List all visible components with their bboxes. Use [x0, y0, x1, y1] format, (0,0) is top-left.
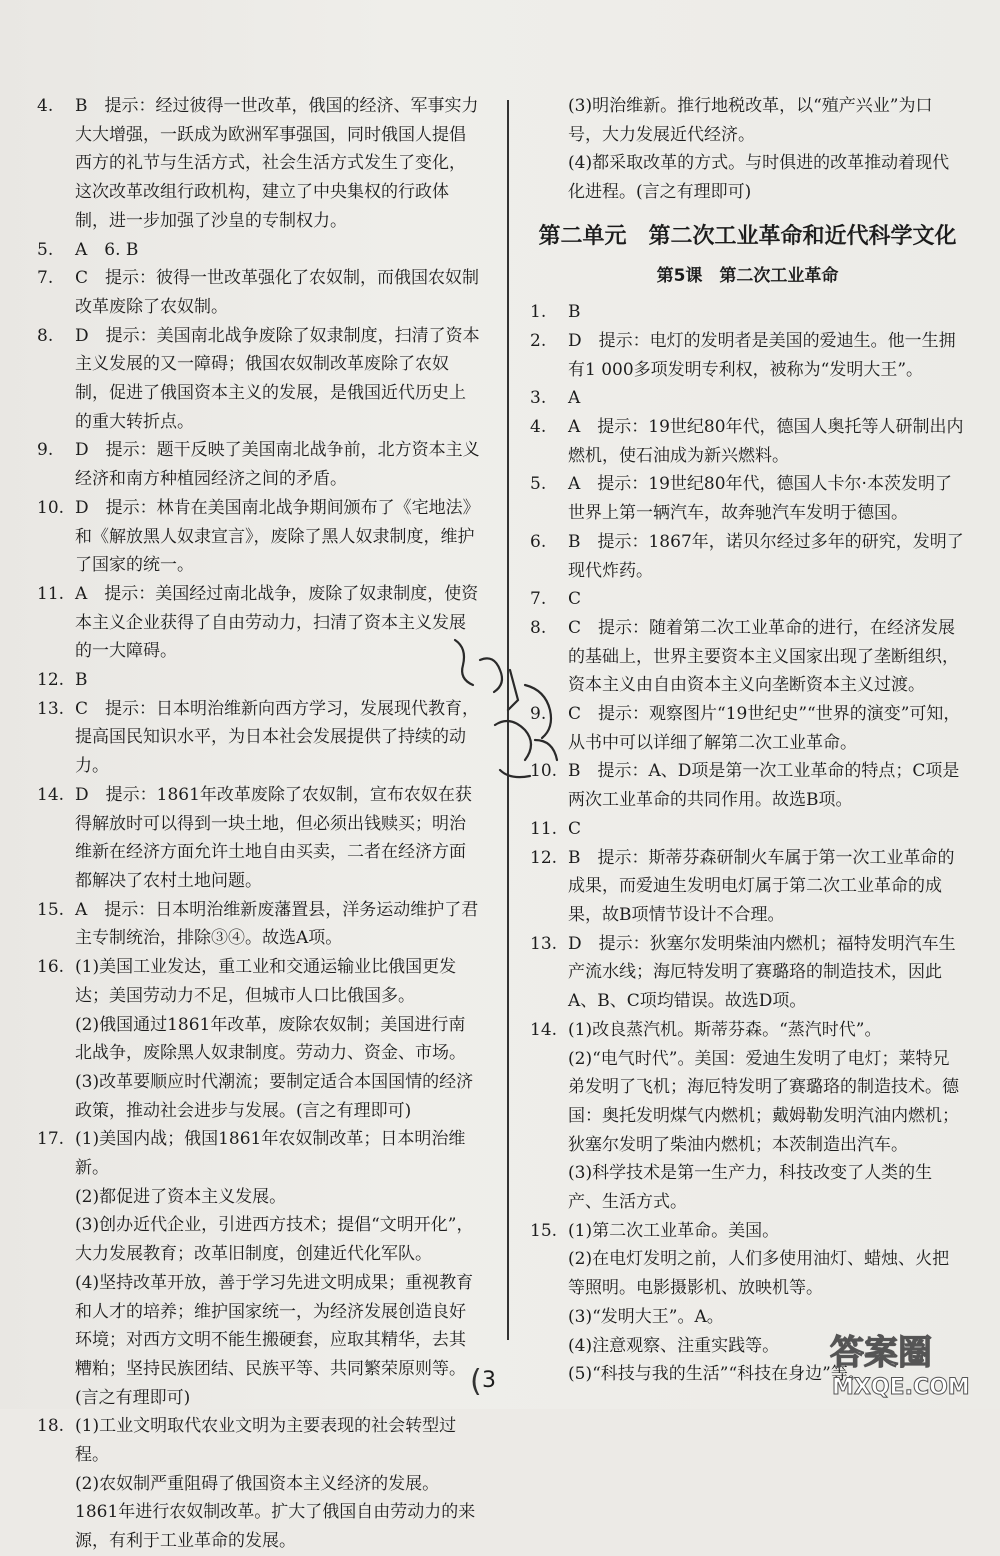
answer-item: [530, 700, 965, 757]
answer-item: [530, 413, 965, 470]
answer-number: 15.: [530, 1220, 558, 1241]
answer-subpart: (4)坚持改革开放，善于学习先进文明成果；重视教育和人才的培养；维护国家统一，为经济发展创造良好环境；对西方文明不能生搬硬套，应取其精华，去其糟粕；坚持民族团结、民族平等、共同繁荣原则等。(言之有理即可): [75, 1272, 474, 1408]
answer-item: [37, 666, 480, 695]
answer-subpart: (1)工业文明取代农业文明为主要表现的社会转型过程。: [75, 1416, 457, 1466]
answer-number: 3.: [530, 388, 547, 409]
answer-subpart: (3)“发明大王”。A。: [568, 1306, 724, 1327]
answer-number: 1.: [530, 302, 547, 323]
answer-item: [530, 327, 965, 384]
answer-subpart: (2)俄国通过1861年改革，废除农奴制；美国进行南北战争，废除黑人奴隶制度。劳动力、资金、市场。: [75, 1014, 466, 1064]
answer-item: [37, 322, 480, 437]
answer-number: 4.: [37, 96, 54, 116]
answer-number: 5.: [530, 474, 547, 495]
answer-text: D 提示：1861年改革废除了农奴制，宣布农奴在获得解放时可以得到一块土地，但必须出钱赎买；明治维新在经济方面允许土地自由买卖，二者在经济方面都解决了农村土地问题。: [75, 784, 472, 891]
answer-number: 5.: [37, 239, 54, 260]
answer-text: D 提示：狄塞尔发明柴油内燃机；福特发明汽车生产流水线；海厄特发明了赛璐珞的制造技术，因此A、B、C项均错误。故选D项。: [568, 933, 956, 1012]
answer-text: C 提示：观察图片“19世纪史”“世界的演变”可知，从书中可以详细了解第二次工业革命。: [568, 704, 961, 753]
answer-number: 10.: [37, 497, 65, 518]
svg-text:MXQE.COM: MXQE.COM: [832, 1375, 970, 1400]
answer-number: 18.: [37, 1416, 65, 1437]
answer-subpart: (3)明治维新。推行地税改革，以“殖产兴业”为口号，大力发展近代经济。: [568, 96, 933, 145]
answer-text: B: [568, 302, 581, 323]
answer-text: B 提示：经过彼得一世改革，俄国的经济、军事实力大大增强，一跃成为欧洲军事强国，同时俄国人提倡西方的礼节与生活方式，社会生活方式发生了变化，这次改革改组行政机构，建立了中央集权的行政体制，进一步加强了沙皇的专制权力。: [75, 96, 479, 231]
answer-number: 13.: [530, 933, 558, 954]
answer-subpart: (2)农奴制严重阻碍了俄国资本主义经济的发展。1861年进行农奴制改革。扩大了俄国自由劳动力的来源，有利于工业革命的发展。: [75, 1473, 476, 1552]
watermark-logo: [822, 1322, 992, 1402]
answer-item: [37, 1412, 480, 1556]
answer-number: 2.: [530, 330, 547, 351]
answer-number: 8.: [37, 325, 54, 346]
answer-subpart: (2)都促进了资本主义发展。: [75, 1186, 287, 1207]
left-column: [37, 92, 480, 1556]
answer-item: [530, 930, 965, 1016]
answer-text: D 提示：题干反映了美国南北战争前，北方资本主义经济和南方种植园经济之间的矛盾。: [75, 440, 480, 490]
answer-item: [37, 580, 480, 666]
page-number-bracket: (: [470, 1364, 482, 1399]
answer-text: C: [568, 818, 582, 839]
answer-text: B 提示：A、D项是第一次工业革命的特点；C项是两次工业革命的共同作用。故选B项。: [568, 761, 960, 811]
answer-number: 7.: [530, 589, 547, 610]
answer-subpart: (1)美国工业发达，重工业和交通运输业比俄国更发达；美国劳动力不足，但城市人口比俄国多。: [75, 957, 457, 1006]
answer-number: 11.: [37, 583, 65, 604]
answer-number: 17.: [37, 1129, 65, 1150]
answer-number: 10.: [530, 761, 558, 782]
answer-text: B 提示：斯蒂芬森研制火车属于第一次工业革命的成果，而爱迪生发明电灯属于第二次工业革命的成果，故B项情节设计不合理。: [568, 847, 955, 925]
answer-number: 12.: [530, 847, 558, 868]
answer-number: 14.: [37, 784, 65, 805]
answer-item: [530, 844, 965, 930]
answer-text: A 提示：美国经过南北战争，废除了奴隶制度，使资本主义企业获得了自由劳动力，扫清了资本主义发展的一大障碍。: [75, 583, 479, 662]
answer-item: [37, 92, 480, 236]
answer-item: [530, 528, 965, 585]
answer-number: 16.: [37, 957, 65, 978]
answer-number: 11.: [530, 818, 558, 839]
answer-item: [37, 896, 480, 953]
answer-subpart: (1)第二次工业革命。美国。: [568, 1220, 780, 1241]
unit-title: 第二单元 第二次工业革命和近代科学文化: [538, 223, 957, 249]
answer-text: C 提示：日本明治维新向西方学习，发展现代教育，提高国民知识水平，为日本社会发展提供了持续的动力。: [75, 698, 480, 777]
answer-subpart: (4)注意观察、注重实践等。: [568, 1335, 780, 1356]
lesson-title: 第5课 第二次工业革命: [656, 265, 839, 286]
answer-item: [530, 384, 965, 413]
answer-subpart: (3)创办近代企业，引进西方技术；提倡“文明开化”，大力发展教育；改革旧制度，创建近代化军队。: [75, 1215, 474, 1265]
answer-item: [37, 264, 480, 321]
answer-item: [37, 436, 480, 493]
right-column: [530, 92, 965, 1389]
answer-text: C 提示：随着第二次工业革命的进行，在经济发展的基础上，世界主要资本主义国家出现了垄断组织，资本主义由自由资本主义向垄断资本主义过渡。: [568, 617, 959, 696]
answer-number: 13.: [37, 698, 65, 719]
answer-item: [530, 1016, 965, 1217]
answer-number: 8.: [530, 617, 547, 638]
answer-item: [37, 953, 480, 1125]
answer-subpart: (2)“电气时代”。美国：爱迪生发明了电灯；莱特兄弟发明了飞机；海厄特发明了赛璐珞的制造技术。德国：奥托发明煤气内燃机；戴姆勒发明汽油内燃机；狄塞尔发明了柴油内燃机；本茨制造出汽车。: [568, 1048, 959, 1155]
answer-text: A 提示：19世纪80年代，德国人卡尔·本茨发明了世界上第一辆汽车，故奔驰汽车发明于德国。: [568, 474, 952, 524]
answer-item: [37, 1125, 480, 1412]
answer-subpart: (1)改良蒸汽机。斯蒂芬森。“蒸汽时代”。: [568, 1019, 882, 1040]
answer-text: D 提示：林肯在美国南北战争期间颁布了《宅地法》和《解放黑人奴隶宣言》，废除了黑人奴隶制度，维护了国家的统一。: [75, 497, 480, 576]
answer-subpart: (5)“科技与我的生活”“科技在身边”等。: [568, 1364, 865, 1385]
answer-number: 9.: [37, 440, 54, 461]
answer-item: [530, 757, 965, 814]
answer-item: [37, 695, 480, 781]
answer-text: B 提示：1867年，诺贝尔经过多年的研究，发明了现代炸药。: [568, 531, 964, 581]
answer-number: 4.: [530, 417, 547, 438]
answer-subpart: (1)美国内战；俄国1861年农奴制改革；日本明治维新。: [75, 1129, 466, 1179]
answer-subpart: (2)在电灯发明之前，人们多使用油灯、蜡烛、火把等照明。电影摄影机、放映机等。: [568, 1249, 950, 1299]
page-number: [470, 1364, 496, 1399]
answer-item: [37, 781, 480, 896]
answer-text: C 提示：彼得一世改革强化了农奴制，而俄国农奴制改革废除了农奴制。: [75, 268, 480, 317]
svg-text:答案圈: 答案圈: [830, 1333, 932, 1373]
answer-number: 9.: [530, 704, 547, 725]
answer-item: [530, 614, 965, 700]
answer-text: A 6. B: [75, 239, 139, 260]
answer-text: C: [568, 589, 582, 610]
answer-item: [530, 585, 965, 614]
answer-text: A: [568, 388, 581, 409]
answer-text: D 提示：美国南北战争废除了奴隶制度，扫清了资本主义发展的又一障碍；俄国农奴制改革废除了农奴制，促进了俄国资本主义的发展，是俄国近代历史上的重大转折点。: [75, 325, 480, 432]
answer-item: [37, 236, 480, 265]
answer-number: 7.: [37, 268, 54, 289]
answer-item: [530, 815, 965, 844]
answer-number: 14.: [530, 1019, 558, 1040]
answer-item: [530, 470, 965, 527]
answer-number: 6.: [530, 531, 547, 552]
answer-text: B: [75, 670, 88, 691]
answer-item: [530, 298, 965, 327]
page-number-text: 3: [482, 1368, 496, 1393]
answer-number: 15.: [37, 899, 65, 920]
answer-subpart: (3)科学技术是第一生产力，科技改变了人类的生产、生活方式。: [568, 1163, 933, 1213]
answer-subpart: (3)改革要顺应时代潮流；要制定适合本国国情的经济政策，推动社会进步与发展。(言之有理即可): [75, 1071, 474, 1121]
answer-item: [37, 494, 480, 580]
answer-number: 12.: [37, 670, 65, 691]
answer-text: A 提示：19世纪80年代，德国人奥托等人研制出内燃机，使石油成为新兴燃料。: [568, 417, 964, 466]
answer-text: D 提示：电灯的发明者是美国的爱迪生。他一生拥有1 000多项发明专利权，被称为“发明大王”。: [568, 330, 956, 380]
handwritten-scribble: [440, 630, 590, 800]
answer-text: A 提示：日本明治维新废藩置县，洋务运动维护了君主专制统治，排除③④。故选A项。: [75, 899, 479, 949]
answer-subpart: (4)都采取改革的方式。与时俱进的改革推动着现代化进程。(言之有理即可): [568, 153, 950, 203]
